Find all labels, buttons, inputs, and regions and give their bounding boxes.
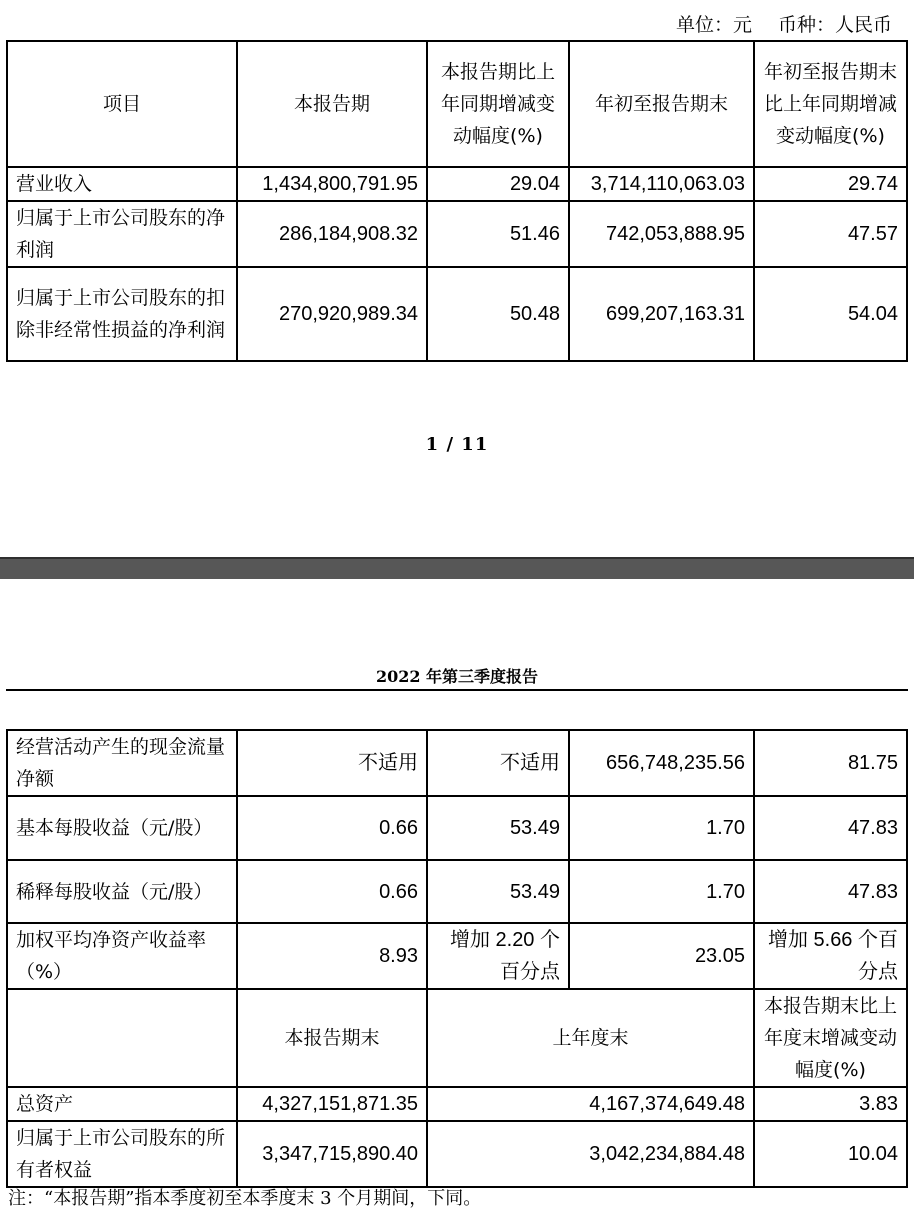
table-row [7,167,907,201]
cell-ytd: 742,053,888.95 [569,201,754,267]
cell-balance-change: 3.83 [754,1087,907,1121]
cell-period-end: 4,327,151,871.35 [237,1087,427,1121]
cell-current: 286,184,908.32 [237,201,427,267]
header-prior-year-end: 上年度末 [427,989,754,1087]
cell-ytd: 1.70 [569,860,754,923]
financial-data-table-2 [6,729,908,1188]
row-item: 归属于上市公司股东的所有者权益 [7,1121,237,1187]
cell-ytd-change: 47.83 [754,796,907,860]
header-current-change: 本报告期比上年同期增减变动幅度(%) [427,41,569,167]
cell-current-change: 29.04 [427,167,569,201]
table-row [7,1121,907,1187]
cell-current: 0.66 [237,796,427,860]
cell-current-change: 53.49 [427,796,569,860]
financial-data-table-1 [6,40,908,362]
cell-prior-year-end: 4,167,374,649.48 [427,1087,754,1121]
row-item: 总资产 [7,1087,237,1121]
cell-current-change: 增加 2.20 个百分点 [427,923,569,989]
table-row [7,860,907,923]
table-row [7,267,907,361]
cell-period-end: 3,347,715,890.40 [237,1121,427,1187]
cell-current-change: 不适用 [427,730,569,796]
page-divider [0,557,914,579]
page-number: 1 / 11 [425,434,489,455]
table-row [7,796,907,860]
row-item: 稀释每股收益（元/股） [7,860,237,923]
header-ytd-change: 年初至报告期末比上年同期增减变动幅度(%) [754,41,907,167]
cell-current: 不适用 [237,730,427,796]
footnote: 注：“本报告期”指本季度初至本季度末 3 个月期间，下同。 [8,1188,482,1209]
row-item: 基本每股收益（元/股） [7,796,237,860]
cell-prior-year-end: 3,042,234,884.48 [427,1121,754,1187]
header-current-period: 本报告期 [237,41,427,167]
cell-ytd: 3,714,110,063.03 [569,167,754,201]
cell-ytd: 23.05 [569,923,754,989]
cell-current-change: 50.48 [427,267,569,361]
cell-ytd-change: 54.04 [754,267,907,361]
cell-ytd: 1.70 [569,796,754,860]
cell-ytd-change: 47.83 [754,860,907,923]
row-item: 归属于上市公司股东的扣除非经常性损益的净利润 [7,267,237,361]
unit-currency-line [676,10,892,37]
table-row [7,730,907,796]
cell-ytd-change: 29.74 [754,167,907,201]
table-header-row [7,41,907,167]
header-period-end: 本报告期末 [237,989,427,1087]
table-row [7,201,907,267]
currency-label: 币种：人民币 [777,14,892,36]
table-row [7,1087,907,1121]
cell-current-change: 53.49 [427,860,569,923]
cell-current: 8.93 [237,923,427,989]
header-ytd: 年初至报告期末 [569,41,754,167]
report-title: 2022 年第三季度报告 [375,667,539,686]
cell-current: 0.66 [237,860,427,923]
cell-balance-change: 10.04 [754,1121,907,1187]
row-item: 经营活动产生的现金流量净额 [7,730,237,796]
header-balance-change: 本报告期末比上年度末增减变动幅度(%) [754,989,907,1087]
balance-header-row [7,989,907,1087]
cell-current: 270,920,989.34 [237,267,427,361]
cell-ytd-change: 增加 5.66 个百分点 [754,923,907,989]
cell-ytd-change: 81.75 [754,730,907,796]
row-item: 归属于上市公司股东的净利润 [7,201,237,267]
row-item: 加权平均净资产收益率（%） [7,923,237,989]
balance-header-blank [7,989,237,1087]
cell-ytd: 699,207,163.31 [569,267,754,361]
row-item: 营业收入 [7,167,237,201]
unit-label: 单位：元 [675,14,752,36]
cell-current-change: 51.46 [427,201,569,267]
cell-ytd-change: 47.57 [754,201,907,267]
table-row [7,923,907,989]
cell-ytd: 656,748,235.56 [569,730,754,796]
title-rule [6,689,908,691]
header-item: 项目 [7,41,237,167]
cell-current: 1,434,800,791.95 [237,167,427,201]
